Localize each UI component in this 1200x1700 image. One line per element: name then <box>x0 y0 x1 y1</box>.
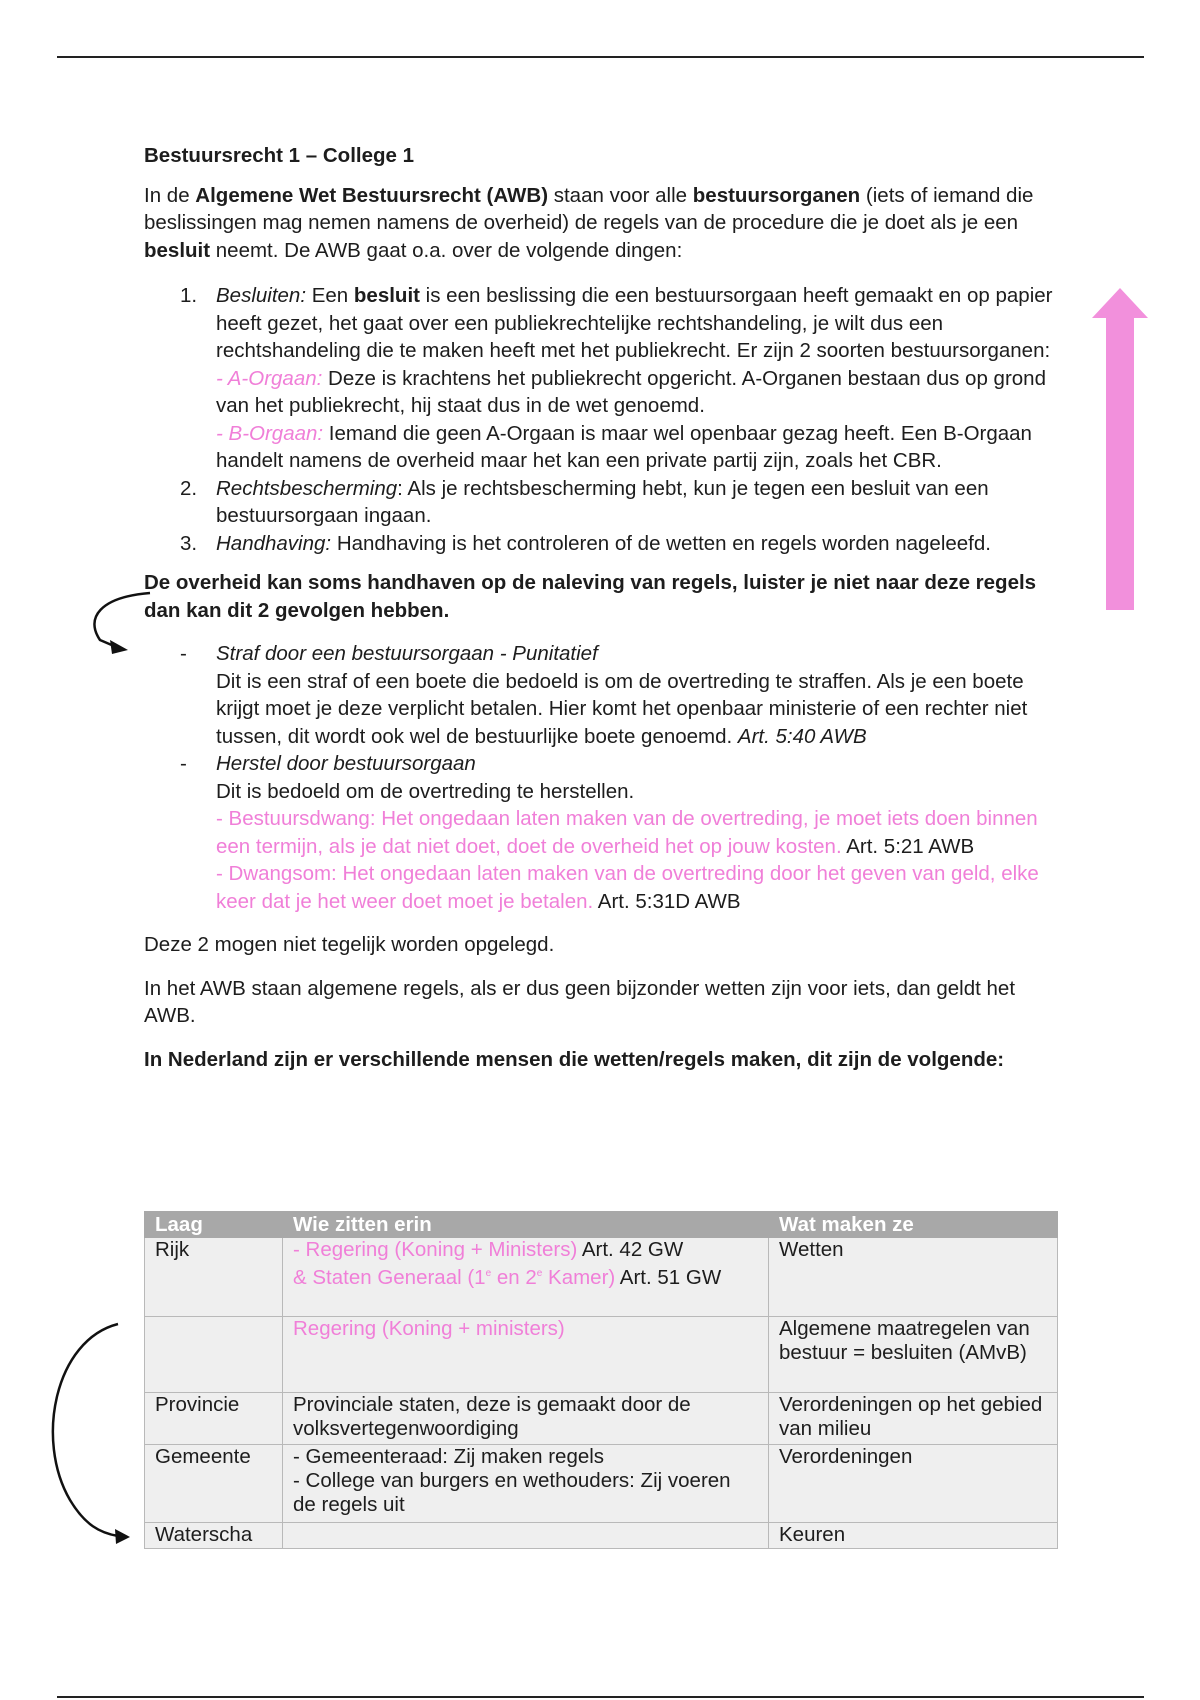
article-reference: Art. 5:40 AWB <box>737 724 867 748</box>
item-bold: besluit <box>353 284 420 307</box>
header-laag: Laag <box>145 1212 283 1238</box>
paragraph-awb: In het AWB staan algemene regels, als er dus geen bijzonder wetten zijn voor iets, dan geldt het AWB. <box>144 976 1016 1027</box>
intro-text: (iets of iemand die beslissingen mag nemen namens de overheid) de regels van de procedure die je doet als je een <box>144 183 1034 234</box>
cell-wat: Keuren <box>769 1523 1058 1549</box>
table-row <box>145 1238 1058 1317</box>
lawmakers-table <box>144 1211 1058 1549</box>
awb-topics-list <box>144 282 1064 557</box>
handhaving-statement: De overheid kan soms handhaven op de naleving van regels, luister je niet naar deze regels dan kan dit 2 gevolgen hebben. <box>144 571 1037 622</box>
intro-text: staan voor alle <box>548 183 693 207</box>
a-orgaan-label: - A-Orgaan: <box>216 366 323 390</box>
consequences-list <box>144 640 1064 915</box>
item-text: : Als je rechtsbescherming hebt, kun je tegen een besluit van een bestuursorgaan ingaan. <box>216 476 989 527</box>
intro-bold: Algemene Wet Bestuursrecht (AWB) <box>195 183 549 207</box>
bottom-rule <box>57 1696 1144 1698</box>
arrowhead-icon <box>110 640 128 654</box>
top-rule <box>57 56 1144 58</box>
paragraph-together: Deze 2 mogen niet tegelijk worden opgelegd. <box>144 933 555 956</box>
cell-wie <box>283 1445 769 1523</box>
a-orgaan-text: Deze is krachtens het publiekrecht opgericht. A-Organen bestaan dus op grond van het publiekrecht, hij staat dus in de wet genoemd. <box>216 366 1046 417</box>
list-item-besluiten <box>144 282 1064 475</box>
article-reference: Art. 51 GW <box>615 1265 722 1289</box>
cell-wie <box>283 1317 769 1393</box>
consequence-straf <box>144 640 1064 750</box>
gemeenteraad-text: - Gemeenteraad: Zij maken regels <box>293 1445 605 1468</box>
header-wat: Wat maken ze <box>769 1212 1058 1238</box>
intro-bold: besluit <box>144 238 211 262</box>
superscript: e <box>485 1268 492 1279</box>
regering-text: - Regering (Koning + Ministers) <box>293 1238 578 1261</box>
consequence-text: Dit is een straf of een boete die bedoeld is om de overtreding te straffen. Als je een boete krijgt moet je deze verplicht betalen. Hier komt het openbaar ministerie of een rechter niet tussen, dit wordt ook wel de bestuurlijke boete genoemd. <box>216 669 1028 748</box>
regering-text: Regering (Koning + ministers) <box>293 1317 565 1340</box>
dash-marker: - <box>180 642 187 665</box>
table-row <box>145 1523 1058 1549</box>
cell-laag: Waterscha <box>145 1523 283 1549</box>
header-wie: Wie zitten erin <box>283 1212 769 1238</box>
b-orgaan-label: - B-Orgaan: <box>216 421 324 445</box>
intro-bold: bestuursorganen <box>692 183 861 207</box>
list-item-rechtsbescherming <box>144 475 1064 530</box>
list-number: 2. <box>180 476 198 500</box>
item-text: Een <box>306 284 354 307</box>
cell-wat: Algemene maatregelen van bestuur = besluiten (AMvB) <box>769 1317 1058 1393</box>
cell-wat: Verordeningen op het gebied van milieu <box>769 1393 1058 1445</box>
item-text: Handhaving is het controleren of de wetten en regels worden nageleefd. <box>331 531 991 555</box>
dash-marker: - <box>180 752 187 775</box>
dwangsom-text: - Dwangsom: Het ongedaan laten maken van de overtreding door het geven van geld, elke keer dat je het weer doet moet je betalen. <box>216 862 1039 913</box>
curved-arrow-icon <box>94 593 150 646</box>
staten-generaal-text: & Staten Generaal (1 <box>293 1265 486 1289</box>
intro-text: neemt. De AWB gaat o.a. over de volgende dingen: <box>210 238 683 262</box>
cell-wat: Wetten <box>769 1238 1058 1317</box>
list-number: 3. <box>180 531 198 555</box>
arrowhead-icon <box>115 1529 130 1544</box>
cell-laag: Provincie <box>145 1393 283 1445</box>
bestuursdwang-text: - Bestuursdwang: Het ongedaan laten maken van de overtreding, je moet iets doen binnen een termijn, als je dat niet doet, doet de overheid het op jouw kosten. <box>216 807 1038 858</box>
item-term: Besluiten: <box>216 284 307 307</box>
list-number: 1. <box>180 284 198 307</box>
cell-wie: Provinciale staten, deze is gemaakt door de volksvertegenwoordiging <box>283 1393 769 1445</box>
intro-text: In de <box>144 183 196 207</box>
table-row <box>145 1317 1058 1393</box>
lawmakers-heading: In Nederland zijn er verschillende mensen die wetten/regels maken, dit zijn de volgende: <box>144 1047 1005 1071</box>
cell-wie <box>283 1523 769 1549</box>
item-term: Handhaving: <box>216 531 332 555</box>
page-title: Bestuursrecht 1 – College 1 <box>144 144 415 167</box>
table-row <box>145 1393 1058 1445</box>
article-reference: Art. 5:31D AWB <box>593 889 741 913</box>
curved-arrow-icon <box>53 1324 118 1536</box>
item-text: is een beslissing die een bestuursorgaan heeft gemaakt en op papier heeft gezet, het gaat over een publiekrechtelijke rechtshandeling, je wilt dus een rechtshandeling die te maken heeft met het publiekrecht. Er zijn 2 soorten bestuursorganen: <box>216 284 1053 362</box>
list-item-handhaving <box>144 530 1064 558</box>
cell-laag: Gemeente <box>145 1445 283 1523</box>
consequence-text: Dit is bedoeld om de overtreding te herstellen. <box>216 779 635 803</box>
article-reference: Art. 5:21 AWB <box>841 834 975 858</box>
b-orgaan-text: Iemand die geen A-Orgaan is maar wel openbaar gezag heeft. Een B-Orgaan handelt namens de overheid maar het kan een private partij zijn, zoals het CBR. <box>216 421 1032 472</box>
consequence-herstel <box>144 750 1064 915</box>
article-reference: Art. 42 GW <box>577 1238 684 1261</box>
cell-wat: Verordeningen <box>769 1445 1058 1523</box>
consequence-heading: Herstel door bestuursorgaan <box>216 752 476 775</box>
cell-laag <box>145 1317 283 1393</box>
superscript: e <box>536 1268 543 1279</box>
pink-up-arrow-icon <box>1090 288 1150 613</box>
cell-wie <box>283 1238 769 1317</box>
staten-generaal-text: Kamer) <box>542 1265 616 1289</box>
item-term: Rechtsbescherming <box>216 476 398 500</box>
college-text: - College van burgers en wethouders: Zij voeren de regels uit <box>293 1469 731 1516</box>
table-header-row <box>145 1212 1058 1238</box>
cell-laag: Rijk <box>145 1238 283 1317</box>
document-body <box>144 142 1064 1073</box>
staten-generaal-text: en 2 <box>491 1265 537 1289</box>
table-row <box>145 1445 1058 1523</box>
intro-paragraph <box>144 182 1064 265</box>
consequence-heading: Straf door een bestuursorgaan - Punitatief <box>216 642 598 665</box>
